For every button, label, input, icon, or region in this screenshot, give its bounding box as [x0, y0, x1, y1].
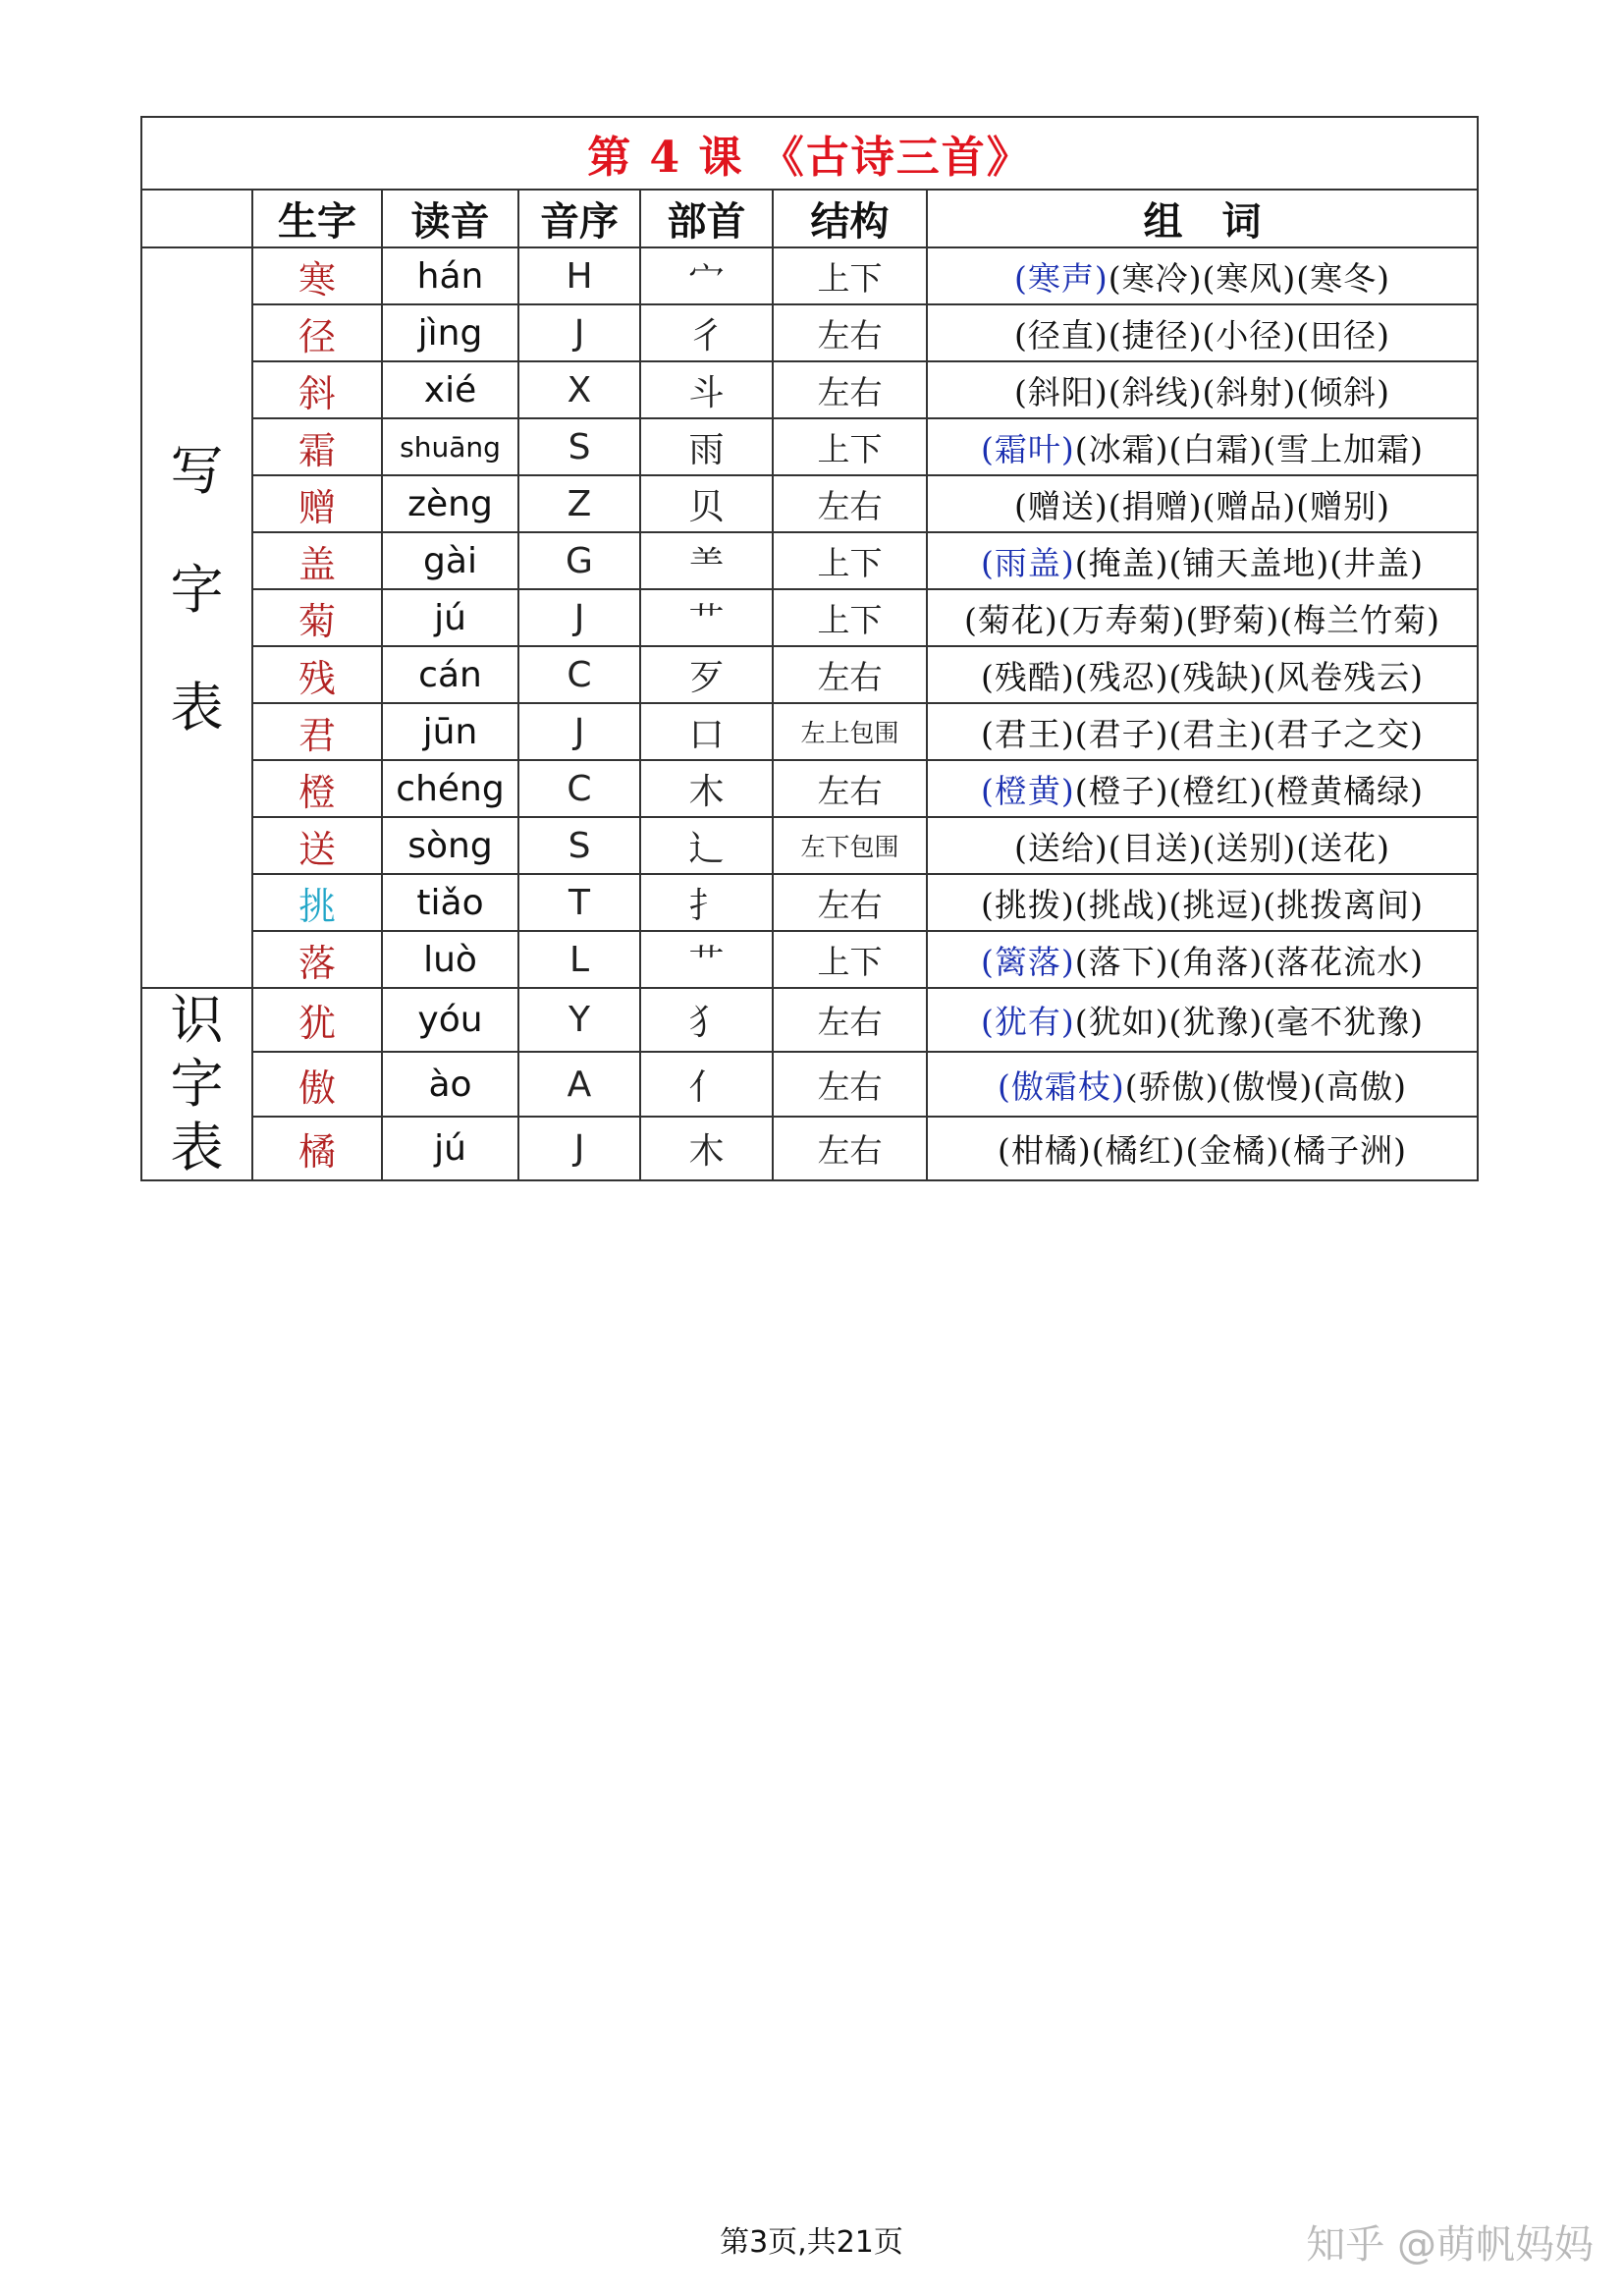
section-label-char: 表: [170, 677, 224, 739]
word-group-text: (橙子)(橙红)(橙黄橘绿): [1074, 771, 1424, 810]
word-group-text: (掩盖)(铺天盖地)(井盖): [1074, 543, 1424, 582]
pinyin-cell: xié: [382, 361, 518, 418]
table-row: [141, 1052, 1478, 1116]
pinyin-cell: ào: [382, 1052, 518, 1116]
radical-cell: 艹: [640, 931, 773, 988]
initial-letter-cell: C: [518, 646, 640, 703]
section-recognition-chars: [141, 988, 252, 1180]
header-character: 生字: [252, 190, 382, 247]
table-row: [141, 703, 1478, 760]
word-groups-cell: [927, 361, 1478, 418]
header-blank: [141, 190, 252, 247]
structure-cell: 上下: [773, 532, 927, 589]
initial-letter-cell: A: [518, 1052, 640, 1116]
radical-cell: 艹: [640, 589, 773, 646]
initial-letter-cell: J: [518, 304, 640, 361]
pinyin-cell: sòng: [382, 817, 518, 874]
radical-cell: 歹: [640, 646, 773, 703]
table-row: [141, 988, 1478, 1052]
structure-cell: 左右: [773, 1117, 927, 1180]
structure-cell: 左右: [773, 361, 927, 418]
section-label-char: 写: [170, 439, 224, 502]
initial-letter-cell: Y: [518, 988, 640, 1052]
structure-cell: 上下: [773, 589, 927, 646]
word-group-text: (落下)(角落)(落花流水): [1074, 942, 1424, 981]
structure-cell: 左右: [773, 646, 927, 703]
character-cell: 菊: [252, 589, 382, 646]
word-group-text: (冰霜)(白霜)(雪上加霜): [1074, 429, 1424, 468]
word-groups-cell: [927, 418, 1478, 475]
word-group-text: (赠送)(捐赠)(赠品)(赠别): [1014, 486, 1390, 525]
header-row: [141, 190, 1478, 247]
word-groups-cell: [927, 874, 1478, 931]
character-cell: 寒: [252, 247, 382, 304]
character-cell: 橙: [252, 760, 382, 817]
table-row: [141, 874, 1478, 931]
header-pronunciation: 读音: [382, 190, 518, 247]
structure-cell: 左右: [773, 304, 927, 361]
section-label-char: 识: [170, 989, 224, 1051]
initial-letter-cell: X: [518, 361, 640, 418]
word-group-text: (傲霜枝): [998, 1066, 1125, 1106]
character-cell: 傲: [252, 1052, 382, 1116]
radical-cell: 贝: [640, 475, 773, 532]
table-row: [141, 475, 1478, 532]
radical-cell: 亻: [640, 1052, 773, 1116]
pinyin-cell: jú: [382, 589, 518, 646]
vocabulary-sheet: [140, 116, 1477, 1178]
radical-cell: 斗: [640, 361, 773, 418]
character-cell: 斜: [252, 361, 382, 418]
header-radical: 部首: [640, 190, 773, 247]
word-groups-cell: [927, 760, 1478, 817]
word-group-text: (寒冷)(寒风)(寒冬): [1108, 258, 1390, 298]
table-body: [141, 247, 1478, 1180]
word-group-text: (橙黄): [981, 771, 1075, 810]
initial-letter-cell: H: [518, 247, 640, 304]
header-word-groups: 组 词: [927, 190, 1478, 247]
structure-cell: 左右: [773, 760, 927, 817]
word-group-text: (篱落): [981, 942, 1075, 981]
pinyin-cell: gài: [382, 532, 518, 589]
radical-cell: 木: [640, 1117, 773, 1180]
word-group-text: (雨盖): [981, 543, 1075, 582]
table-row: [141, 760, 1478, 817]
pinyin-cell: jìng: [382, 304, 518, 361]
word-groups-cell: [927, 1052, 1478, 1116]
table-row: [141, 589, 1478, 646]
table-row: [141, 817, 1478, 874]
character-cell: 犹: [252, 988, 382, 1052]
initial-letter-cell: S: [518, 418, 640, 475]
word-groups-cell: [927, 817, 1478, 874]
word-groups-cell: [927, 475, 1478, 532]
pinyin-cell: jú: [382, 1117, 518, 1180]
word-group-text: (挑拨)(挑战)(挑逗)(挑拨离间): [981, 885, 1424, 924]
initial-letter-cell: L: [518, 931, 640, 988]
word-group-text: (犹有): [981, 1003, 1075, 1042]
section-label-char: 字: [170, 558, 224, 621]
vocabulary-table: [140, 116, 1479, 1181]
pinyin-cell: yóu: [382, 988, 518, 1052]
character-cell: 赠: [252, 475, 382, 532]
radical-cell: 犭: [640, 988, 773, 1052]
initial-letter-cell: S: [518, 817, 640, 874]
word-group-text: (菊花)(万寿菊)(野菊)(梅兰竹菊): [964, 600, 1440, 639]
table-row: [141, 532, 1478, 589]
structure-cell: 左右: [773, 988, 927, 1052]
structure-cell: 左下包围: [773, 817, 927, 874]
character-cell: 残: [252, 646, 382, 703]
character-cell: 落: [252, 931, 382, 988]
structure-cell: 上下: [773, 931, 927, 988]
word-group-text: (柑橘)(橘红)(金橘)(橘子洲): [998, 1131, 1407, 1171]
radical-cell: 木: [640, 760, 773, 817]
section-writing-chars: [141, 247, 252, 988]
word-group-text: (斜阳)(斜线)(斜射)(倾斜): [1014, 372, 1390, 411]
initial-letter-cell: J: [518, 1117, 640, 1180]
character-cell: 径: [252, 304, 382, 361]
pinyin-cell: shuāng: [382, 418, 518, 475]
pinyin-cell: zèng: [382, 475, 518, 532]
initial-letter-cell: Z: [518, 475, 640, 532]
word-groups-cell: [927, 703, 1478, 760]
word-groups-cell: [927, 646, 1478, 703]
word-group-text: (径直)(捷径)(小径)(田径): [1014, 315, 1390, 355]
character-cell: 送: [252, 817, 382, 874]
header-structure: 结构: [773, 190, 927, 247]
character-cell: 盖: [252, 532, 382, 589]
structure-cell: 左上包围: [773, 703, 927, 760]
structure-cell: 上下: [773, 247, 927, 304]
word-group-text: (残酷)(残忍)(残缺)(风卷残云): [981, 657, 1424, 696]
table-row: [141, 304, 1478, 361]
word-groups-cell: [927, 589, 1478, 646]
structure-cell: 左右: [773, 874, 927, 931]
section-label-char: 表: [170, 1116, 224, 1178]
pinyin-cell: cán: [382, 646, 518, 703]
word-group-text: (君王)(君子)(君主)(君子之交): [981, 714, 1424, 753]
lesson-title: 第 4 课 《古诗三首》: [141, 117, 1478, 190]
structure-cell: 左右: [773, 475, 927, 532]
word-group-text: (骄傲)(傲慢)(高傲): [1124, 1066, 1407, 1106]
word-groups-cell: [927, 247, 1478, 304]
structure-cell: 左右: [773, 1052, 927, 1116]
initial-letter-cell: J: [518, 703, 640, 760]
table-row: [141, 361, 1478, 418]
radical-cell: 彳: [640, 304, 773, 361]
character-cell: 君: [252, 703, 382, 760]
radical-cell: 雨: [640, 418, 773, 475]
word-group-text: (寒声): [1014, 258, 1109, 298]
pinyin-cell: hán: [382, 247, 518, 304]
pinyin-cell: luò: [382, 931, 518, 988]
word-groups-cell: [927, 304, 1478, 361]
table-row: [141, 418, 1478, 475]
pinyin-cell: jūn: [382, 703, 518, 760]
word-groups-cell: [927, 931, 1478, 988]
structure-cell: 上下: [773, 418, 927, 475]
table-row: [141, 931, 1478, 988]
word-groups-cell: [927, 532, 1478, 589]
initial-letter-cell: T: [518, 874, 640, 931]
initial-letter-cell: J: [518, 589, 640, 646]
character-cell: 挑: [252, 874, 382, 931]
word-group-text: (送给)(目送)(送别)(送花): [1014, 828, 1390, 867]
word-groups-cell: [927, 988, 1478, 1052]
pinyin-cell: chéng: [382, 760, 518, 817]
section-label-char: 字: [170, 1052, 224, 1115]
character-cell: 橘: [252, 1117, 382, 1180]
word-group-text: (霜叶): [981, 429, 1075, 468]
table-row: [141, 247, 1478, 304]
page-number: 第3页,共21页: [720, 2225, 903, 2260]
radical-cell: ⺷: [640, 532, 773, 589]
word-groups-cell: [927, 1117, 1478, 1180]
header-initial-letter: 音序: [518, 190, 640, 247]
radical-cell: 宀: [640, 247, 773, 304]
radical-cell: 辶: [640, 817, 773, 874]
watermark: 知乎 @萌帆妈妈: [1306, 2222, 1594, 2268]
pinyin-cell: tiǎo: [382, 874, 518, 931]
table-row: [141, 1117, 1478, 1180]
word-group-text: (犹如)(犹豫)(毫不犹豫): [1074, 1003, 1424, 1042]
radical-cell: 扌: [640, 874, 773, 931]
initial-letter-cell: C: [518, 760, 640, 817]
character-cell: 霜: [252, 418, 382, 475]
table-row: [141, 646, 1478, 703]
radical-cell: 口: [640, 703, 773, 760]
initial-letter-cell: G: [518, 532, 640, 589]
